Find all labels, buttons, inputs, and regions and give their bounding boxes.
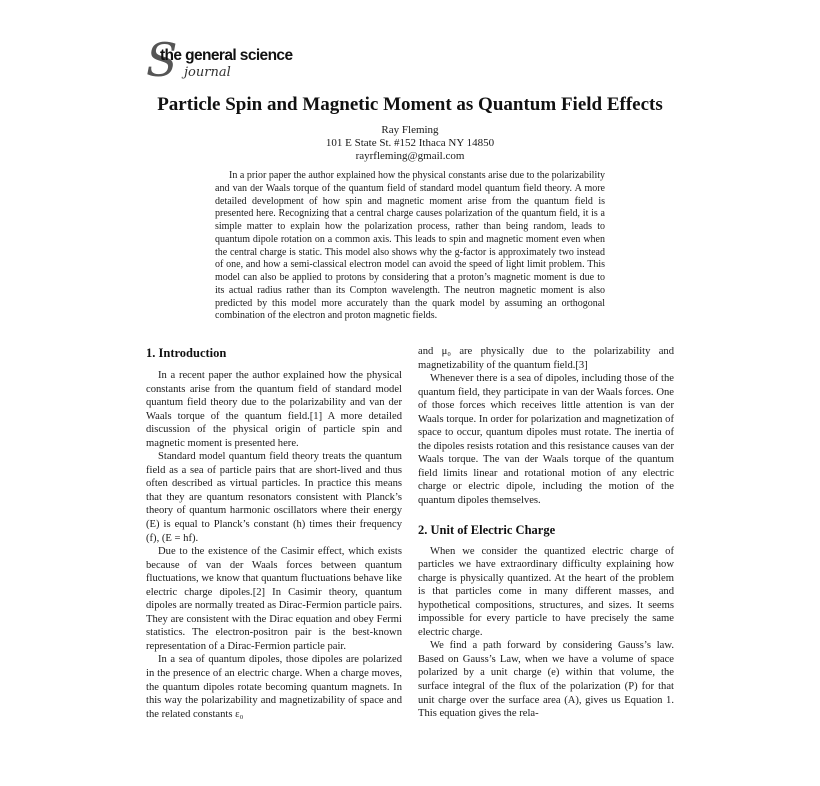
author-address: 101 E State St. #152 Ithaca NY 14850 [325,137,495,149]
journal-logo [146,33,296,87]
author-email[interactable]: rayrfleming@gmail.com [355,150,465,162]
section-2-paragraph-2: We find a path forward by considering Gauss’s law. Based on Gauss’s Law, when we have a volume of space polarized by a unit charge (e) within that volume, the surface integral of the flux of the polarization (P) for that unit charge over the surface area (A), gives us Equation 1. This equation gives the rela- [418,640,674,720]
section-2-heading: 2. Unit of Electric Charge [418,522,556,537]
paper-title: Particle Spin and Magnetic Moment as Quantum Field Effects [157,94,663,115]
logo-text-line2: journal [184,65,231,80]
logo-text-line1: the general science [160,47,293,64]
section-1-heading: 1. Introduction [146,346,227,360]
section-2-paragraph-1: When we consider the quantized electric charge of particles we have extraordinary difficulty explaining how charge is physically quantized. At the heart of the problem is that particles come in many different masses, and hypothetical compositions, structures, and sizes. It seems impossible for every particle to have precisely the same electric charge. [418,545,674,638]
right-column [418,345,674,721]
logo-mark: S [146,33,178,87]
section-1-paragraph-4: In a sea of quantum dipoles, those dipoles are polarized in the presence of an electric charge. When a charge moves, the quantum dipoles rotate becoming quantum magnets. In this way the polarizability and magnetizability of space and the related constants ε₀ [146,654,402,720]
author-block [0,124,820,163]
section-1-paragraph-6: Whenever there is a sea of dipoles, including those of the quantum field, they participate in van der Waals forces. One of those forces which receives little attention is van der Waals torque. In order for polarization and magnetization of space to occur, quantum dipoles must rotate. The inertia of the dipoles resists rotation and this resistance causes van der Waals torque. The van der Waals torque of the quantum field limits linear and rotational motion of any electric charge or electric dipole, including the motion of the quantum dipoles themselves. [418,373,674,507]
section-1-paragraph-2: Standard model quantum field theory treats the quantum field as a sea of particle pairs that are short-lived and thus often described as virtual particles. In practice this means that they are quantum resonators consistent with Planck’s theory of quantum harmonic oscillators where their energy (E) is equal to Planck’s constant (h) times their frequency (f), (E = hf). [146,451,402,544]
left-column [146,345,402,721]
section-1-paragraph-3: Due to the existence of the Casimir effect, which exists because of van der Waals forces between quantum fluctuations, we know that quantum fluctuations behave like electric charge dipoles.[2] In Casimir theory, quantum dipoles are normally treated as Dirac-Fermion particle pairs. They are consistent with the Dirac equation and obey Fermi statistics. The electron-positron pair is the best-known representation of a Dirac-Fermion particle pair. [146,546,402,652]
section-1-paragraph-5: and μ₀ are physically due to the polarizability and magnetizability of the quantum field.[3] [418,346,674,371]
author-name: Ray Fleming [381,124,439,136]
abstract: In a prior paper the author explained how the physical constants arise due to the polarizability and van der Waals torque of the quantum field of standard model quantum field theory. A more detailed development of how spin and magnetic moment arise from the quantum field is presented here. Recognizing that a central charge causes polarization of the quantum field, it is a simple matter to explain how the polarization process, rather than being random, leads to quantum dipole rotation on a common axis. This leads to spin and magnetic moment even when the central charge is static. This model also shows why the g-factor is approximately two instead of one, and how a semi-classical electron model can avoid the speed of light limit problem. This model can also be applied to protons by considering that a proton’s magnetic moment is due to its actual radius rather than its Compton wavelength. The neutron magnetic moment is also predicted by this model more accurately than the quark model by assuming an orthogonal combination of the electron and proton magnetic fields. [215,170,605,322]
section-1-paragraph-1: In a recent paper the author explained how the physical constants arise from the quantum field of standard model quantum field theory due to the polarizability and van der Waals torque of the quantum field.[1] A more detailed discussion of the physical origin of particle spin and magnetic moment is presented here. [146,370,402,449]
